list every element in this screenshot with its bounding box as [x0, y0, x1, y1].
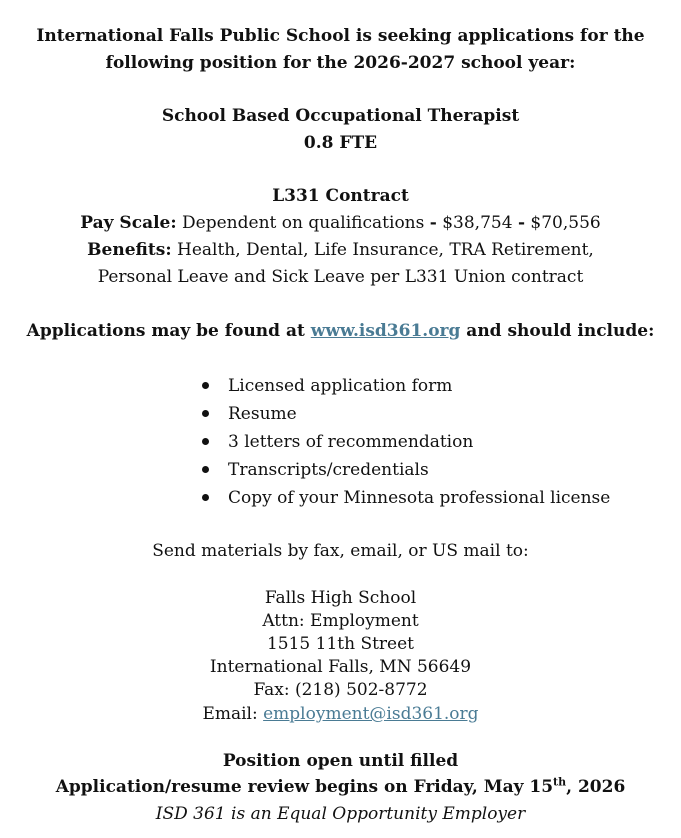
- address-fax: Fax: (218) 502-8772: [253, 680, 428, 700]
- list-item: [200, 428, 610, 456]
- list-item-text: 3 letters of recommendation: [228, 432, 474, 452]
- address-attn: Attn: Employment: [262, 611, 419, 631]
- list-item-text: Copy of your Minnesota professional license: [228, 488, 611, 508]
- bullet-icon: [202, 438, 209, 445]
- email-label: Email:: [202, 704, 264, 724]
- list-item-text: Resume: [228, 404, 297, 424]
- review-suffix: , 2026: [566, 777, 626, 797]
- benefits-line-2: Personal Leave and Sick Leave per L331 Union contract: [97, 267, 584, 287]
- pay-dash-1: -: [429, 213, 437, 233]
- benefits-text: Health, Dental, Life Insurance, TRA Retirement,: [171, 240, 594, 260]
- pay-scale-label: Pay Scale:: [80, 213, 177, 233]
- position-open: Position open until filled: [222, 751, 459, 771]
- benefits-label: Benefits:: [87, 240, 172, 260]
- bullet-icon: [202, 494, 209, 501]
- eoe-statement: ISD 361 is an Equal Opportunity Employer: [155, 804, 526, 824]
- intro-line-1: International Falls Public School is seeking applications for the: [36, 26, 645, 46]
- pay-low: $38,754: [436, 213, 518, 233]
- requirements-list: [200, 372, 610, 512]
- bullet-icon: [202, 410, 209, 417]
- intro-line-2: following position for the 2026-2027 school year:: [105, 53, 576, 73]
- pay-high: $70,556: [525, 213, 601, 233]
- address-street: 1515 11th Street: [266, 634, 415, 654]
- pay-dash-2: -: [517, 213, 525, 233]
- review-prefix: Application/resume review begins on Friday, May 15: [55, 777, 554, 797]
- website-link[interactable]: www.isd361.org: [310, 321, 461, 341]
- contract-name: L331 Contract: [272, 186, 409, 206]
- review-date-line: [0, 775, 681, 799]
- address-email-line: [0, 702, 681, 726]
- review-sup: th: [553, 775, 567, 789]
- list-item: [200, 400, 610, 428]
- benefits-line: [0, 238, 681, 262]
- applications-suffix: and should include:: [460, 321, 655, 341]
- address-city: International Falls, MN 56649: [209, 657, 472, 677]
- applications-prefix: Applications may be found at: [26, 321, 311, 341]
- position-fte: 0.8 FTE: [303, 133, 378, 153]
- pay-scale-text: Dependent on qualifications: [176, 213, 430, 233]
- list-item-text: Licensed application form: [228, 376, 453, 396]
- pay-scale-line: [0, 211, 681, 235]
- applications-line: [0, 319, 681, 343]
- list-item: [200, 484, 610, 512]
- position-title: School Based Occupational Therapist: [161, 106, 520, 126]
- bullet-icon: [202, 382, 209, 389]
- bullet-icon: [202, 466, 209, 473]
- list-item-text: Transcripts/credentials: [228, 460, 429, 480]
- list-item: [200, 456, 610, 484]
- email-link[interactable]: employment@isd361.org: [263, 704, 479, 724]
- address-school: Falls High School: [264, 588, 417, 608]
- list-item: [200, 372, 610, 400]
- send-intro: Send materials by fax, email, or US mail to:: [152, 541, 529, 561]
